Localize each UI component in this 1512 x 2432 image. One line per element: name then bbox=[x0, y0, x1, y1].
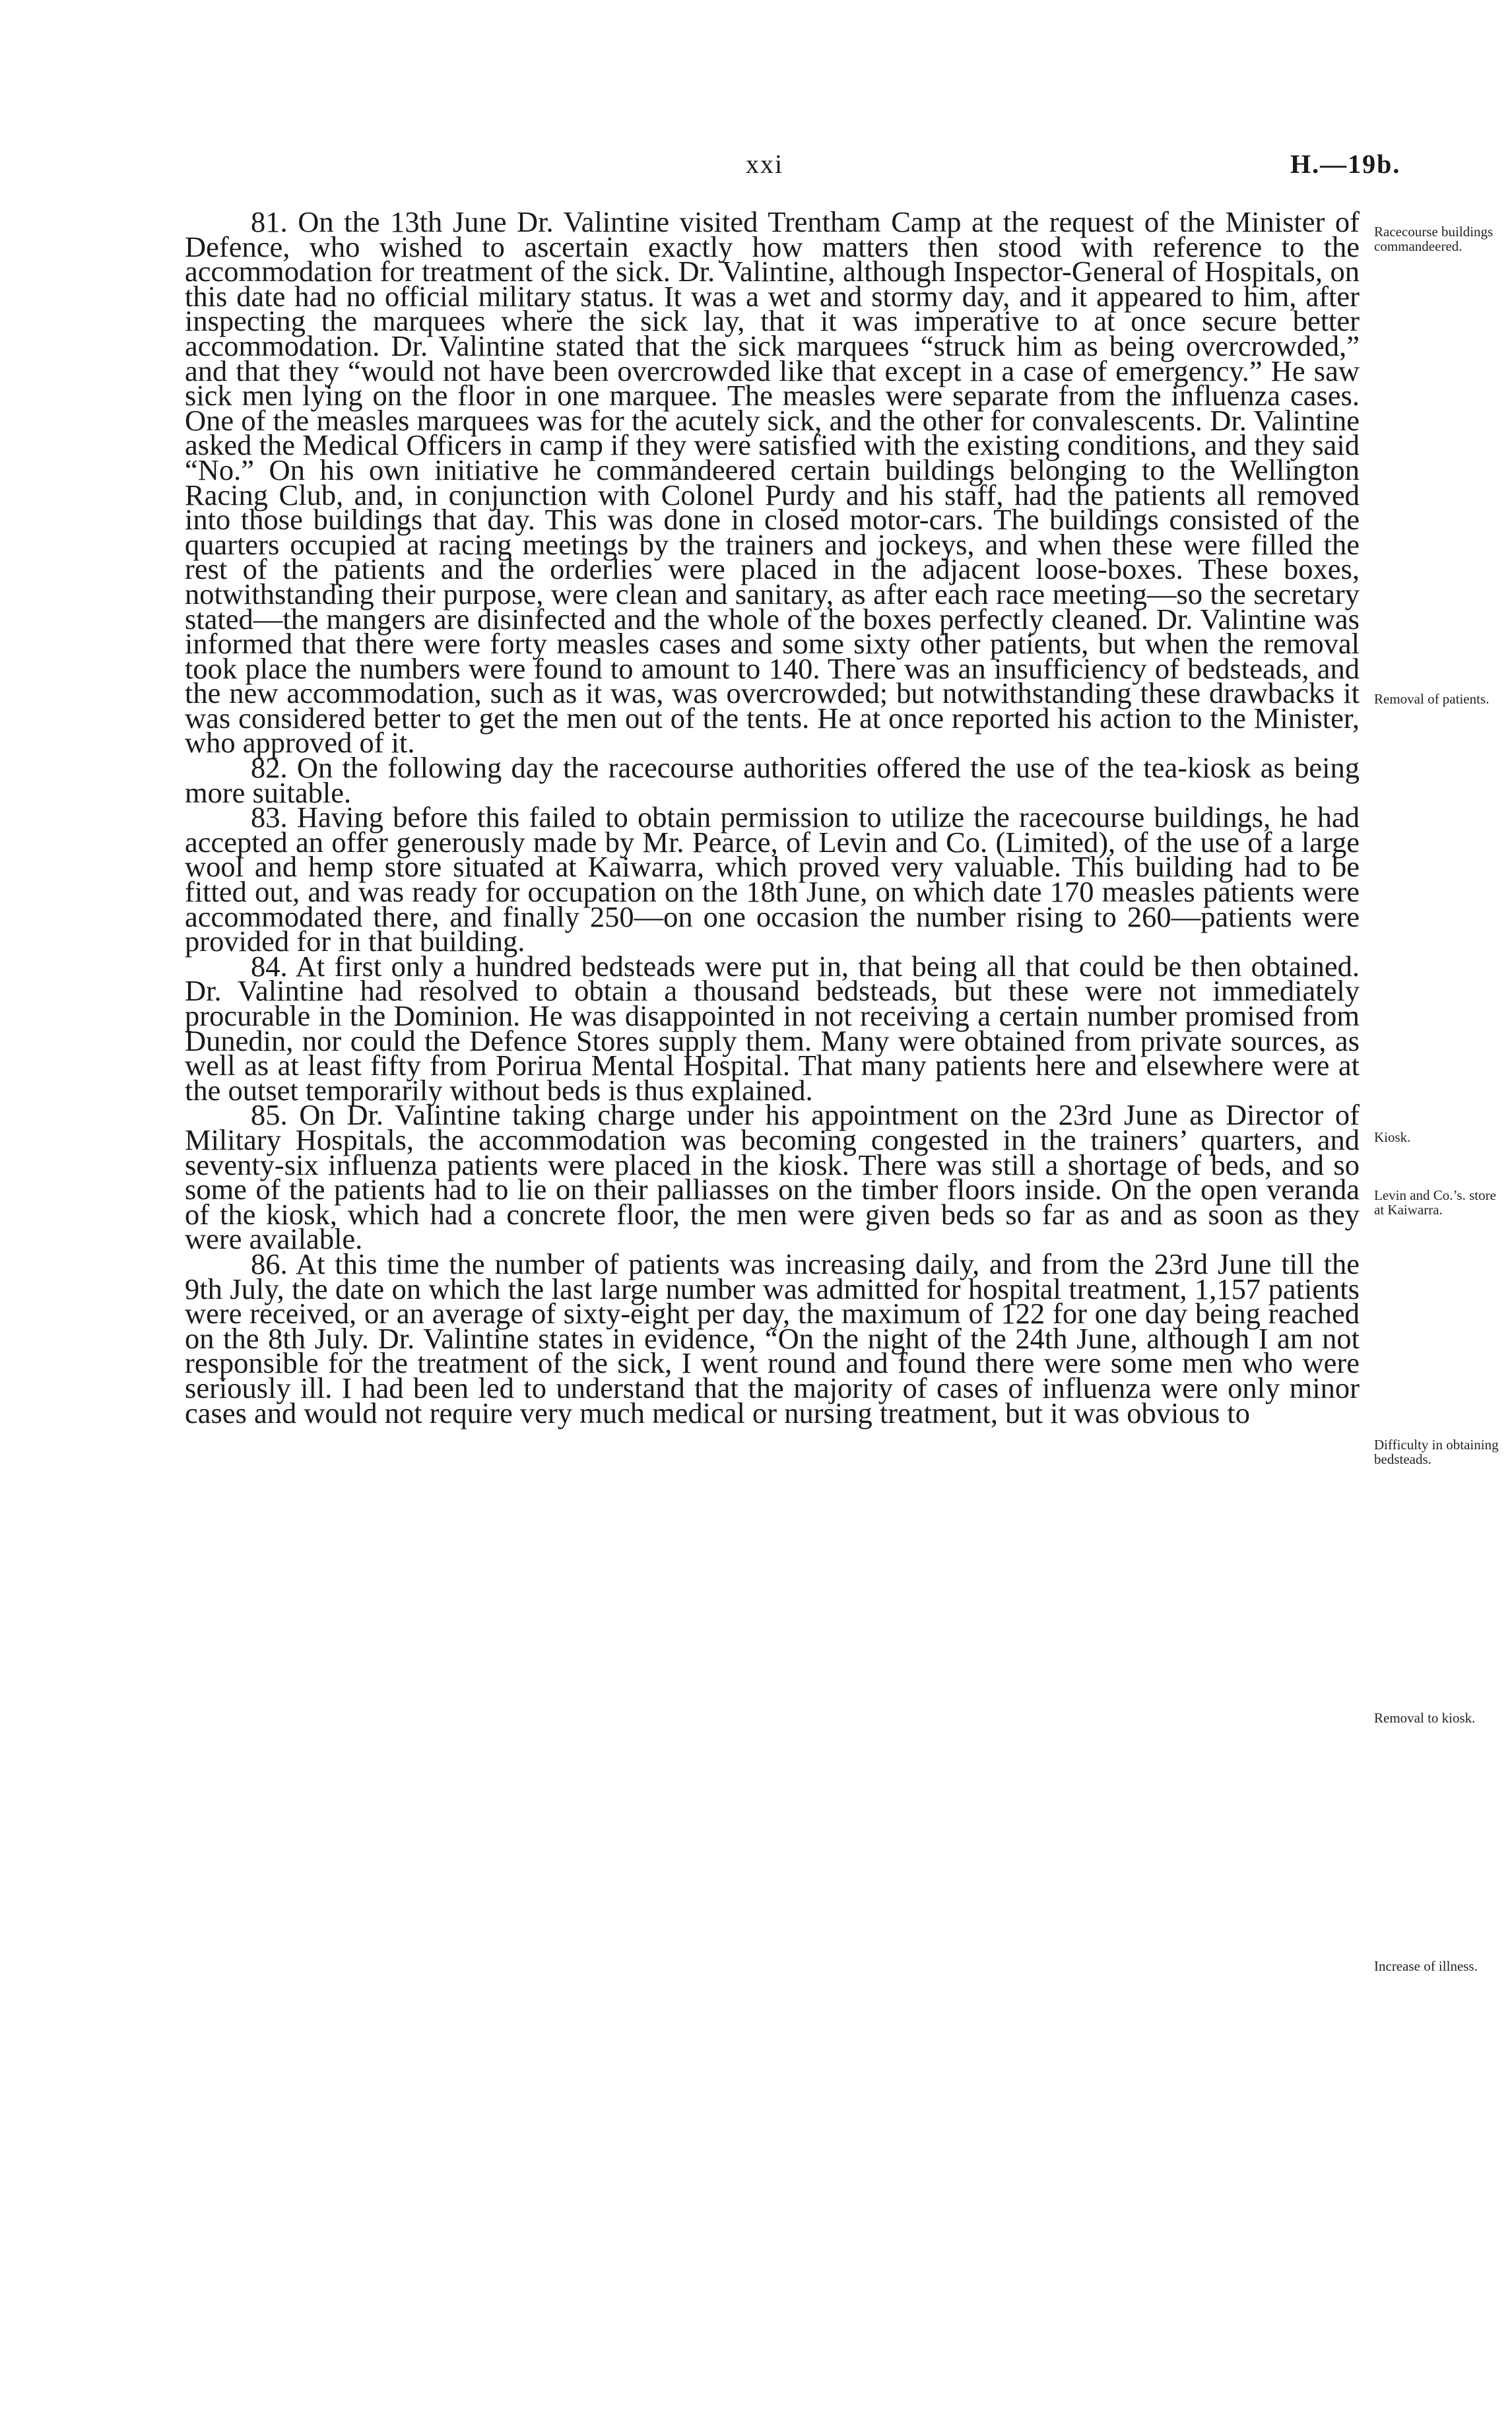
margin-note-increase: Increase of illness. bbox=[1374, 1958, 1478, 1974]
document-reference: H.—19b. bbox=[1290, 149, 1401, 179]
margin-note-removal-patients: Removal of patients. bbox=[1374, 691, 1490, 707]
margin-note-levin: Levin and Co.’s. store at Kaiwarra. bbox=[1374, 1187, 1496, 1218]
page-header bbox=[0, 148, 1512, 188]
margin-note-kiosk: Kiosk. bbox=[1374, 1129, 1411, 1145]
paragraph-85: 85. On Dr. Valintine taking charge under his appointment on the 23rd June as Director of Military Hospitals, the accommodation was becoming congested in the trainers’ quarters, and seventy-six influenza patients were placed in the kiosk. There was still a shortage of beds, and so some of the patients had to lie on their palliasses on the timber floors inside. On the open veranda of the kiosk, which had a concrete floor, the men were given beds so far as and as soon as they were available. bbox=[185, 1098, 1360, 1256]
paragraph-84: 84. At first only a hundred bedsteads were put in, that being all that could be then obtained. Dr. Valintine had resolved to obtain a thousand bedsteads, but these were not immediately procurable in the Dominion. He was disappointed in not receiving a certain number promised from Dunedin, nor could the Defence Stores supply them. Many were obtained from private sources, as well as at least fifty from Porirua Mental Hospital. That many patients here and elsewhere were at the outset temporarily without beds is thus explained. bbox=[185, 949, 1360, 1107]
paragraph-86: 86. At this time the number of patients was increasing daily, and from the 23rd June till the 9th July, the date on which the last large number was admitted for hospital treatment, 1,157 patients were received, or an average of sixty-eight per day, the maximum of 122 for one day being reached on the 8th July. Dr. Valintine states in evidence, “On the night of the 24th June, although I am not responsible for the treatment of the sick, I went round and found there were some men who were seriously ill. I had been led to understand that the majority of cases of influenza were only minor cases and would not require very much medical or nursing treatment, but it was obvious to bbox=[185, 1247, 1360, 1430]
main-text bbox=[185, 205, 1360, 1430]
margin-note-removal-kiosk: Removal to kiosk. bbox=[1374, 1710, 1476, 1726]
paragraph-82: 82. On the following day the racecourse authorities offered the use of the tea-kiosk as being more suitable. bbox=[185, 751, 1360, 809]
margin-note-racecourse: Racecourse buildings commandeered. bbox=[1374, 224, 1494, 254]
page-number: xxi bbox=[746, 149, 784, 179]
margin-note-difficulty: Difficulty in obtaining bedsteads. bbox=[1374, 1437, 1499, 1467]
paragraph-81: 81. On the 13th June Dr. Valintine visited Trentham Camp at the request of the Minister of Defence, who wished to ascertain exactly how matters then stood with reference to the accommodation for treatment of the sick. Dr. Valintine, although Inspector-General of Hospitals, on this date had no official military status. It was a wet and stormy day, and it appeared to him, after inspecting the marquees where the sick lay, that it was imperative to at once secure better accommodation. Dr. Valintine stated that the sick marquees “struck him as being overcrowded,” and that they “would not have been overcrowded like that except in a case of emergency.” He saw sick men lying on the floor in one marquee. The measles were separate from the influenza cases. One of the measles marquees was for the acutely sick, and the other for convalescents. Dr. Valintine asked the Medical Officers in camp if they were satisfied with the existing conditions, and they said “No.” On his own initiative he commandeered certain buildings belonging to the Wellington Racing Club, and, in conjunction with Colonel Purdy and his staff, had the patients all removed into those buildings that day. This was done in closed motor-cars. The buildings consisted of the quarters occupied at racing meetings by the trainers and jockeys, and when these were filled the rest of the patients and the orderlies were placed in the adjacent loose-boxes. These boxes, notwithstanding their purpose, were clean and sanitary, as after each race meeting—so the secretary stated—the mangers are disinfected and the whole of the boxes perfectly cleaned. Dr. Valintine was informed that there were forty measles cases and some sixty other patients, but when the removal took place the numbers were found to amount to 140. There was an insufficiency of bedsteads, and the new accommodation, such as it was, was overcrowded; but notwithstanding these drawbacks it was considered better to get the men out of the tents. He at once reported his action to the Minister, who approved of it. bbox=[185, 205, 1360, 760]
paragraph-83: 83. Having before this failed to obtain permission to utilize the racecourse buildings, he had accepted an offer generously made by Mr. Pearce, of Levin and Co. (Limited), of the use of a large wool and hemp store situated at Kaiwarra, which proved very valuable. This building had to be fitted out, and was ready for occupation on the 18th June, on which date 170 measles patients were accommodated there, and finally 250—on one occasion the number rising to 260—patients were provided for in that building. bbox=[185, 801, 1360, 958]
